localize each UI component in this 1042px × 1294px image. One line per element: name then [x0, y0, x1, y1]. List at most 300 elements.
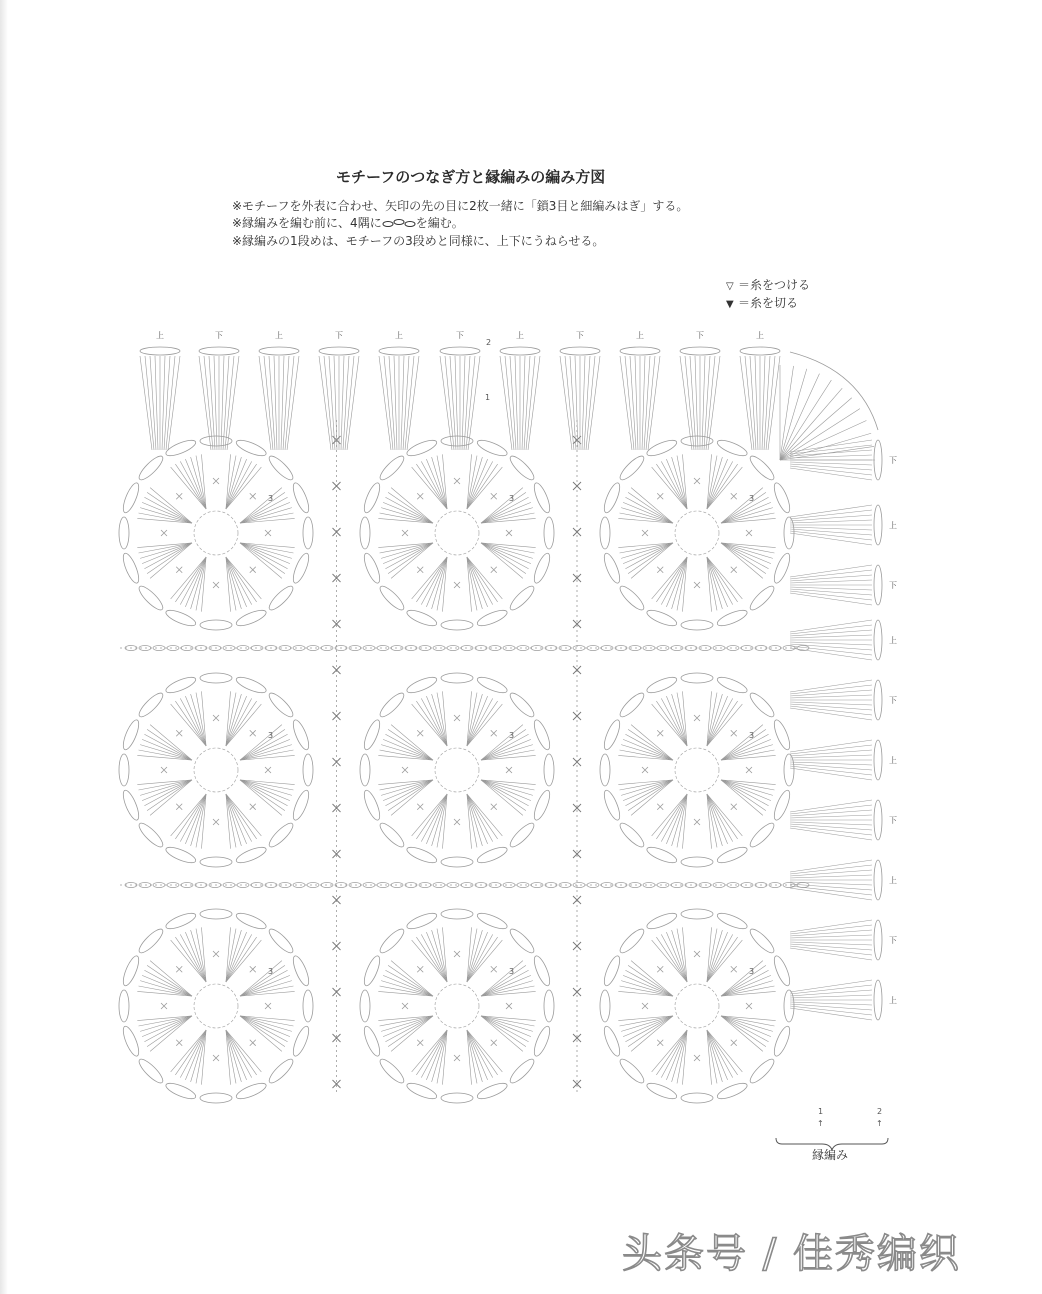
edging-stitch — [764, 356, 770, 450]
join-chain — [363, 646, 375, 651]
stitch-line — [412, 940, 447, 982]
stitch-line — [481, 1016, 529, 1042]
sc-cross — [731, 804, 737, 810]
stitch-line — [226, 698, 252, 746]
stitch-line — [481, 750, 534, 760]
chain-stitch — [377, 926, 407, 956]
stitch-line — [481, 502, 531, 523]
center-ring — [435, 511, 479, 555]
chain-stitch — [290, 718, 311, 751]
stitch-line — [467, 940, 502, 982]
stitch-line — [656, 794, 687, 839]
stitch-line — [623, 975, 673, 996]
sc-cross — [213, 951, 219, 957]
edging-stitch — [790, 702, 872, 705]
stitch-line — [416, 937, 447, 982]
chain-stitch — [405, 844, 438, 865]
stitch-line — [226, 1030, 236, 1083]
stitch-line — [656, 557, 687, 602]
edging-stitch — [505, 356, 514, 450]
top-fan — [680, 347, 720, 450]
edging-stitch — [790, 745, 872, 754]
chain-stitch — [645, 910, 678, 931]
sc-cross — [491, 804, 497, 810]
stitch-line — [240, 1016, 293, 1026]
sc-cross — [657, 493, 663, 499]
edging-stitch — [588, 356, 600, 450]
stitch-line — [240, 513, 293, 523]
chain-stitch — [601, 481, 622, 514]
stitch-line — [416, 1030, 447, 1075]
stitch-line — [240, 543, 288, 569]
chain-stitch — [361, 789, 382, 822]
edging-stitch — [526, 356, 535, 450]
sc-cross — [657, 567, 663, 573]
motif-joins — [120, 420, 809, 1092]
join-cross — [333, 758, 341, 766]
chain-stitch — [377, 1056, 407, 1086]
chain-stitch — [531, 789, 552, 822]
stitch-line — [661, 461, 687, 509]
chain-stitch — [164, 844, 197, 865]
stitch-line — [150, 725, 192, 760]
legend-attach-yarn: ▽ ＝糸をつける — [726, 278, 811, 292]
chain-stitch — [601, 789, 622, 822]
join-chain — [713, 646, 725, 651]
chain-stitch — [747, 1056, 777, 1086]
chain-stitch — [645, 437, 678, 458]
join-cross — [333, 712, 341, 720]
chain-stitch — [476, 1080, 509, 1101]
chain-stitch — [266, 453, 296, 483]
stitch-line — [707, 693, 717, 746]
edging-stitch — [780, 398, 852, 460]
edging-stitch — [394, 356, 397, 450]
stitch-line — [467, 1030, 493, 1078]
edging-stitch — [575, 356, 578, 450]
chain-stitch — [235, 607, 268, 628]
stitch-line — [175, 937, 206, 982]
chain-stitch — [531, 481, 552, 514]
join-cross — [333, 482, 341, 490]
note-edging-round1: ※縁編みの1段めは、モチーフの3段めと同様に、上下にうねらせる。 — [232, 234, 605, 248]
chain-stitch — [601, 954, 622, 987]
edging-stitch — [150, 356, 156, 450]
edging-stitch — [790, 690, 872, 696]
stitch-line — [666, 932, 687, 982]
sc-cross — [402, 767, 408, 773]
edging-stitch — [790, 635, 872, 638]
stitch-line — [707, 940, 742, 982]
chain-stitch — [617, 453, 647, 483]
stitch-line — [467, 701, 498, 746]
stitch-line — [180, 461, 206, 509]
sc-cross — [746, 767, 752, 773]
edging-stitch — [790, 828, 872, 840]
sc-cross — [694, 478, 700, 484]
stitch-line — [467, 557, 498, 602]
sc-cross — [491, 730, 497, 736]
edging-chain — [874, 740, 882, 780]
edging-stitch — [790, 948, 872, 960]
stitch-line — [721, 975, 771, 996]
chain-stitch — [266, 820, 296, 850]
edging-stitch — [145, 356, 154, 450]
stitch-line — [620, 780, 673, 790]
stitch-line — [721, 961, 763, 996]
edging-stitch — [790, 925, 872, 934]
edging-stitch — [790, 505, 872, 517]
stitch-line — [481, 725, 523, 760]
stitch-line — [481, 780, 526, 811]
sc-cross — [731, 966, 737, 972]
chain-stitch — [377, 690, 407, 720]
chain-stitch — [531, 718, 552, 751]
stitch-line — [240, 780, 282, 815]
join-chain — [727, 646, 739, 651]
edging-stitch — [768, 356, 780, 450]
motif — [119, 436, 313, 630]
stitch-line — [226, 940, 261, 982]
join-chain — [223, 646, 235, 651]
edging-stitch — [790, 995, 872, 998]
edging-stitch — [790, 740, 872, 752]
edging-stitch — [635, 356, 638, 450]
stitch-line — [652, 794, 687, 836]
right-label: 下 — [889, 936, 897, 945]
sc-cross — [161, 1003, 167, 1009]
right-label: 上 — [889, 996, 897, 1005]
sc-cross — [642, 767, 648, 773]
join-chain — [153, 883, 165, 888]
stitch-line — [707, 467, 742, 509]
chain-stitch — [441, 909, 473, 919]
right-fan — [790, 620, 882, 660]
edging-stitch — [642, 356, 645, 450]
stitch-line — [481, 543, 523, 578]
edging-stitch — [790, 810, 872, 816]
stitch-line — [625, 497, 673, 523]
stitch-line — [416, 701, 447, 746]
chain-stitch — [377, 820, 407, 850]
edging-stitch — [790, 587, 872, 590]
sc-cross — [694, 582, 700, 588]
edging-stitch — [790, 466, 872, 475]
edging-stitch — [790, 826, 872, 835]
edging-stitch — [790, 533, 872, 545]
chain-stitch — [405, 1080, 438, 1101]
edging-stitch — [790, 642, 872, 645]
stitch-line — [380, 513, 433, 523]
chain-stitch — [235, 844, 268, 865]
stitch-line — [707, 461, 733, 509]
stitch-line — [481, 780, 531, 801]
edging-chain — [140, 347, 180, 355]
stitch-line — [426, 557, 447, 607]
stitch-line — [721, 739, 771, 760]
stitch-line — [171, 467, 206, 509]
join-chain — [153, 646, 165, 651]
stitch-line — [412, 704, 447, 746]
chain-stitch — [747, 583, 777, 613]
chain-stitch — [544, 754, 554, 786]
chain-stitch — [531, 1025, 552, 1058]
stitch-line — [139, 513, 192, 523]
stitch-line — [226, 696, 247, 746]
edging-stitch — [790, 685, 872, 694]
edging-stitch — [766, 356, 775, 450]
chain-stitch — [716, 1080, 749, 1101]
chain-stitch — [290, 954, 311, 987]
stitch-line — [467, 557, 493, 605]
edging-chain — [319, 347, 359, 355]
chain-stitch — [531, 552, 552, 585]
edging-labels — [156, 330, 897, 1128]
stitch-line — [226, 794, 257, 839]
right-label: 上 — [889, 521, 897, 530]
stitch-line — [380, 543, 433, 553]
stitch-line — [388, 780, 433, 811]
stitch-line — [185, 794, 206, 844]
chain-stitch — [645, 607, 678, 628]
chain-stitch — [235, 674, 268, 695]
edging-chain — [379, 347, 419, 355]
stitch-line — [421, 461, 447, 509]
stitch-line — [144, 734, 192, 760]
sc-cross — [454, 715, 460, 721]
stitch-line — [391, 543, 433, 578]
stitch-line — [150, 488, 192, 523]
edging-chain — [620, 347, 660, 355]
stitch-line — [383, 739, 433, 760]
chain-stitch — [601, 718, 622, 751]
stitch-line — [147, 543, 192, 574]
chain-stitch — [119, 517, 129, 549]
center-ring — [194, 748, 238, 792]
edging-stitch — [384, 356, 393, 450]
stitch-line — [721, 780, 763, 815]
stitch-line — [631, 780, 673, 815]
join-chain — [573, 883, 585, 888]
stitch-line — [421, 794, 447, 842]
stitch-line — [467, 929, 477, 982]
sc-cross — [657, 966, 663, 972]
sc-cross — [265, 767, 271, 773]
stitch-line — [721, 965, 766, 996]
chain-stitch — [601, 552, 622, 585]
edging-stitch — [790, 824, 872, 830]
round-marker: 3 — [749, 731, 755, 740]
join-chain — [293, 883, 305, 888]
stitch-line — [380, 986, 433, 996]
stitch-line — [226, 464, 257, 509]
edging-chain — [874, 620, 882, 660]
edging-stitch — [790, 870, 872, 876]
motif — [600, 436, 794, 630]
edging-stitch — [790, 766, 872, 775]
right-fan — [790, 565, 882, 605]
sc-cross — [454, 582, 460, 588]
top-fan — [319, 347, 359, 450]
stitch-line — [196, 456, 206, 509]
stitch-line — [142, 1016, 192, 1037]
stitch-line — [631, 961, 673, 996]
stitch-line — [139, 750, 192, 760]
edging-stitch — [790, 762, 872, 765]
join-chain — [433, 883, 445, 888]
edging-stitch — [790, 680, 872, 692]
edging-stitch — [274, 356, 277, 450]
stitch-line — [481, 780, 534, 790]
edging-stitch — [755, 356, 758, 450]
stitch-line — [196, 929, 206, 982]
chain-stitch — [361, 1025, 382, 1058]
note-corners: ※縁編みを編む前に、4隅に を編む。 — [232, 216, 464, 230]
stitch-line — [196, 557, 206, 610]
sc-cross — [417, 730, 423, 736]
stitch-line — [625, 780, 673, 806]
stitch-line — [388, 543, 433, 574]
stitch-line — [380, 1016, 433, 1026]
chain-stitch — [120, 718, 141, 751]
sc-cross — [250, 493, 256, 499]
chain-stitch — [120, 789, 141, 822]
stitch-line — [481, 513, 534, 523]
sc-cross — [506, 530, 512, 536]
edging-right — [790, 440, 882, 1020]
right-label: 上 — [889, 756, 897, 765]
stitch-line — [467, 704, 502, 746]
top-label: 下 — [456, 331, 464, 340]
stitch-line — [388, 729, 433, 760]
chain-stitch — [771, 954, 792, 987]
edging-stitch — [790, 468, 872, 480]
stitch-line — [226, 693, 236, 746]
edging-stitch — [790, 750, 872, 756]
stitch-line — [226, 1030, 247, 1080]
chain-stitch — [645, 844, 678, 865]
edging-stitch — [329, 356, 335, 450]
edging-stitch — [155, 356, 158, 450]
edging-stitch — [790, 860, 872, 872]
stitch-line — [150, 543, 192, 578]
sc-cross — [250, 804, 256, 810]
top-label: 上 — [156, 331, 164, 340]
edging-stitch — [582, 356, 585, 450]
top-label: 下 — [696, 331, 704, 340]
stitch-line — [707, 698, 733, 746]
join-cross — [573, 712, 581, 720]
chain-stitch — [681, 857, 713, 867]
stitch-line — [467, 794, 488, 844]
stitch-line — [150, 780, 192, 815]
chain-stitch — [681, 436, 713, 446]
sc-cross — [250, 966, 256, 972]
stitch-line — [666, 696, 687, 746]
stitch-line — [707, 794, 738, 839]
join-chain — [657, 646, 669, 651]
sc-cross — [454, 478, 460, 484]
stitch-line — [383, 1016, 433, 1037]
edging-stitch — [259, 356, 271, 450]
edging-stitch — [379, 356, 391, 450]
stitch-line — [226, 794, 252, 842]
edging-stitch — [560, 356, 572, 450]
right-fan — [790, 740, 882, 780]
join-chain — [643, 646, 655, 651]
chain-stitch — [200, 620, 232, 630]
stitch-line — [226, 459, 247, 509]
top-fan — [259, 347, 299, 450]
motif — [360, 436, 554, 630]
join-chain — [503, 883, 515, 888]
top-label: 下 — [335, 331, 343, 340]
stitch-line — [142, 543, 192, 564]
edging-stitch — [790, 865, 872, 874]
chain-stitch — [771, 1025, 792, 1058]
chain-stitch — [476, 607, 509, 628]
edging-stitch — [401, 356, 404, 450]
edging-stitch — [790, 520, 872, 523]
chain-stitch — [601, 1025, 622, 1058]
stitch-line — [385, 734, 433, 760]
edging-chain — [874, 920, 882, 960]
right-fan — [790, 920, 882, 960]
stitch-line — [707, 696, 728, 746]
top-label: 下 — [215, 331, 223, 340]
sc-cross — [694, 1055, 700, 1061]
top-label: 下 — [576, 331, 584, 340]
stitch-line — [467, 794, 477, 847]
chain-stitch — [361, 718, 382, 751]
stitch-line — [142, 502, 192, 523]
stitch-line — [426, 794, 447, 844]
stitch-line — [721, 725, 763, 760]
edging-stitch — [790, 695, 872, 698]
stitch-line — [240, 965, 285, 996]
edging-stitch — [680, 356, 692, 450]
top-label: 上 — [395, 331, 403, 340]
sc-cross — [176, 567, 182, 573]
stitch-line — [631, 543, 673, 578]
stitch-line — [652, 704, 687, 746]
stitch-line — [388, 492, 433, 523]
stitch-line — [142, 780, 192, 801]
edging-stitch — [790, 888, 872, 900]
chain-stitch — [200, 857, 232, 867]
stitch-line — [467, 1030, 477, 1083]
stitch-line — [421, 698, 447, 746]
right-label: 上 — [889, 876, 897, 885]
chain-stitch — [200, 436, 232, 446]
stitch-line — [150, 1016, 192, 1051]
stitch-line — [437, 929, 447, 982]
stitch-line — [421, 1030, 447, 1078]
stitch-line — [437, 557, 447, 610]
stitch-line — [620, 986, 673, 996]
sc-cross — [731, 493, 737, 499]
edging-stitch — [524, 356, 530, 450]
stitch-line — [175, 464, 206, 509]
stitch-line — [481, 975, 531, 996]
chain-stitch — [681, 1093, 713, 1103]
stitch-line — [481, 492, 526, 523]
edging-arrow-2: ↑ — [876, 1119, 883, 1128]
join-chain — [727, 883, 739, 888]
stitch-line — [677, 929, 687, 982]
edging-stitch — [790, 980, 872, 992]
right-fan — [790, 680, 882, 720]
